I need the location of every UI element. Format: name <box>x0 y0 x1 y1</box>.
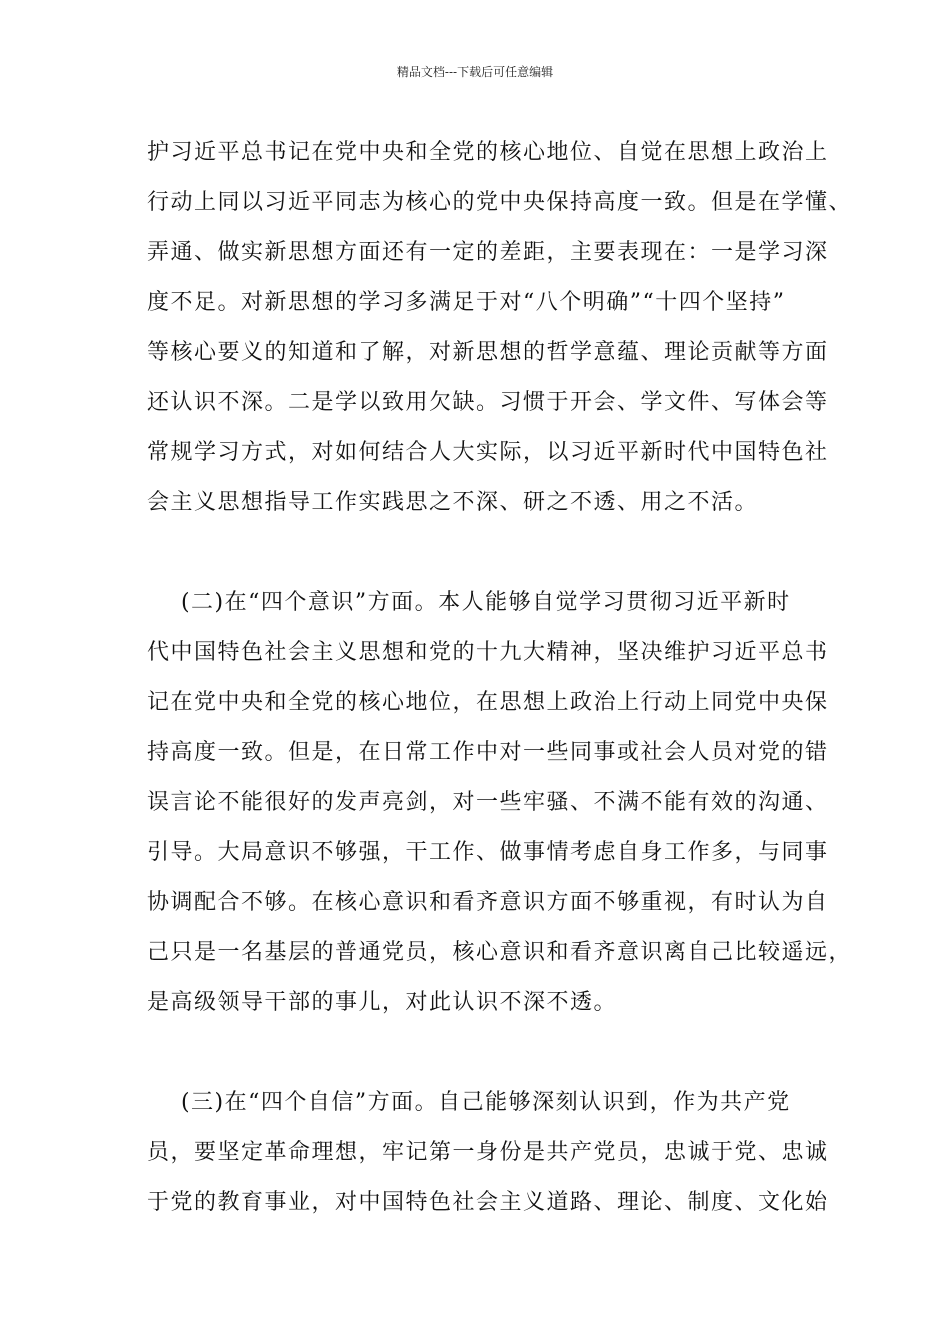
text-line: 弄通、做实新思想方面还有一定的差距，主要表现在：一是学习深 <box>147 240 829 265</box>
text-line: 度不足。对新思想的学习多满足于对“八个明确”“十四个坚持” <box>147 290 786 315</box>
text-line: 员，要坚定革命理想，牢记第一身份是共产党员，忠诚于党、忠诚 <box>147 1140 829 1165</box>
text-line: 引导。大局意识不够强，干工作、做事情考虑自身工作多，与同事 <box>147 840 829 865</box>
text-line: 还认识不深。二是学以致用欠缺。习惯于开会、学文件、写体会等 <box>147 390 829 415</box>
text-line: 己只是一名基层的普通党员，核心意识和看齐意识离自己比较遥远， <box>147 940 853 965</box>
paragraph-1 <box>147 128 853 528</box>
text-line: 协调配合不够。在核心意识和看齐意识方面不够重视，有时认为自 <box>147 890 829 915</box>
text-line: 等核心要义的知道和了解，对新思想的哲学意蕴、理论贡献等方面 <box>147 340 829 365</box>
text-line: 代中国特色社会主义思想和党的十九大精神，坚决维护习近平总书 <box>147 640 829 665</box>
text-line: 是高级领导干部的事儿，对此认识不深不透。 <box>147 990 618 1015</box>
text-line: 会主义思想指导工作实践思之不深、研之不透、用之不活。 <box>147 490 759 515</box>
paragraph-2 <box>147 578 853 1028</box>
text-line: 记在党中央和全党的核心地位，在思想上政治上行动上同党中央保 <box>147 690 829 715</box>
text-line: (三)在“四个自信”方面。自己能够深刻认识到，作为共产党 <box>147 1090 791 1115</box>
text-line: (二)在“四个意识”方面。本人能够自觉学习贯彻习近平新时 <box>147 590 791 615</box>
text-line: 持高度一致。但是，在日常工作中对一些同事或社会人员对党的错 <box>147 740 829 765</box>
text-line: 常规学习方式，对如何结合人大实际，以习近平新时代中国特色社 <box>147 440 829 465</box>
text-line: 护习近平总书记在党中央和全党的核心地位、自觉在思想上政治上 <box>147 140 829 165</box>
text-line: 于党的教育事业，对中国特色社会主义道路、理论、制度、文化始 <box>147 1190 829 1215</box>
paragraph-3 <box>147 1078 847 1228</box>
text-line: 行动上同以习近平同志为核心的党中央保持高度一致。但是在学懂、 <box>147 190 853 215</box>
text-line: 误言论不能很好的发声亮剑，对一些牢骚、不满不能有效的沟通、 <box>147 790 829 815</box>
page-header: 精品文档---下载后可任意编辑 <box>396 65 554 79</box>
